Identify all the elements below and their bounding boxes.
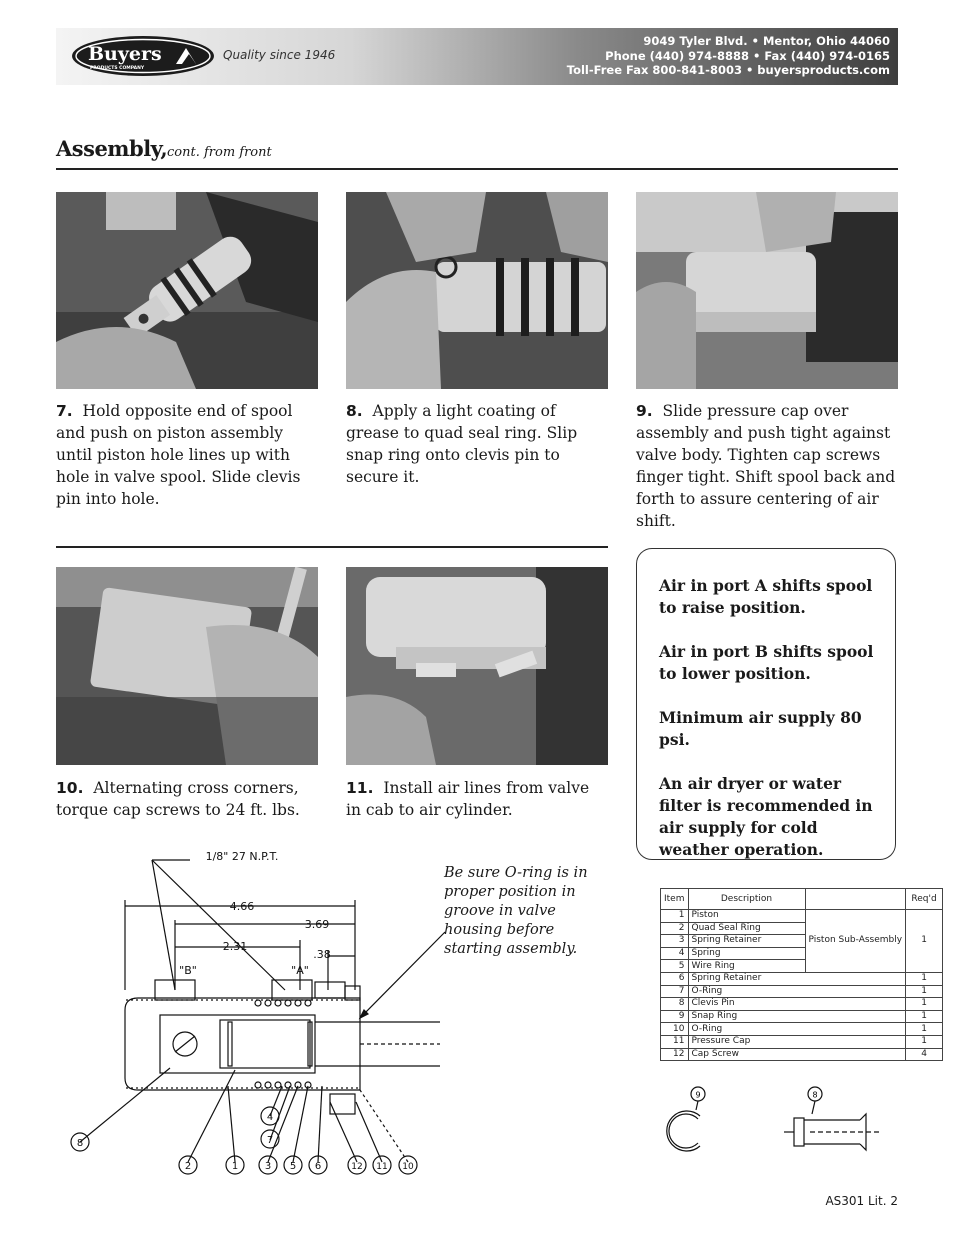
port-label: "A" [291, 964, 309, 977]
callout-number: 1 [231, 1161, 239, 1172]
callout-number: 9 [695, 1090, 701, 1100]
photo-step-10 [56, 567, 318, 765]
photo-step-9 [636, 192, 898, 389]
table-row: 12 Cap Screw 4 [661, 1048, 943, 1061]
table-row: 5 Wire Ring [661, 960, 943, 973]
callout-number: 12 [351, 1162, 363, 1172]
callout-number: 10 [402, 1162, 414, 1172]
dim-label: 4.66 [229, 900, 255, 913]
step-8-number: 8. [346, 402, 363, 420]
photo-step-11 [346, 567, 608, 765]
buyers-logo [70, 34, 216, 78]
table-row: 6 Spring Retainer 1 [661, 972, 943, 985]
callout-number: 5 [289, 1161, 297, 1172]
table-row: 10 O-Ring 1 [661, 1023, 943, 1036]
step-11-text: Install air lines from valve in cab to air cylinder. [346, 779, 590, 819]
info-min-supply: Minimum air supply 80 psi. [659, 708, 862, 749]
logo-wordmark: Buyers [88, 43, 162, 65]
dim-label: 2.31 [222, 940, 248, 953]
step-9-number: 9. [636, 402, 653, 420]
step-7 [56, 400, 318, 510]
middle-rule [56, 546, 608, 548]
step-7-number: 7. [56, 402, 73, 420]
header-banner [56, 28, 898, 85]
info-port-a: Air in port A shifts spool to raise position. [659, 576, 873, 617]
step-10 [56, 777, 318, 821]
section-subtitle: cont. from front [167, 145, 272, 160]
step-10-number: 10. [56, 779, 84, 797]
clevis-pin-drawing [780, 1084, 890, 1154]
tagline: Quality since 1946 [223, 48, 336, 62]
oring-note: Be sure O-ring is in proper position in groove in valve housing before starting assembly. [444, 865, 588, 957]
table-row: 11 Pressure Cap 1 [661, 1035, 943, 1048]
port-label: "B" [179, 964, 197, 977]
col-header-item: Item [661, 889, 689, 910]
callout-number: 4 [266, 1112, 274, 1123]
tollfree-line: Toll-Free Fax 800-841-8003 • buyersproducts.com [566, 63, 890, 77]
dim-label: 3.69 [304, 918, 330, 931]
footer-lit-code: AS301 Lit. 2 [825, 1194, 898, 1208]
title-rule [56, 168, 898, 170]
air-info-box [636, 548, 896, 860]
photo-step-8 [346, 192, 608, 389]
callout-number: 8 [812, 1090, 818, 1100]
dim-label: .38 [313, 948, 331, 961]
table-row: 4 Spring [661, 947, 943, 960]
col-header-reqd: Req'd [906, 889, 943, 910]
table-row: 3 Spring Retainer [661, 935, 943, 948]
thread-spec-label: 1/8" 27 N.P.T. [205, 850, 279, 863]
callout-number: 6 [314, 1161, 322, 1172]
group-qty: 1 [906, 910, 943, 973]
table-row: 2 Quad Seal Ring [661, 922, 943, 935]
step-9 [636, 400, 898, 532]
callout-number: 3 [264, 1161, 272, 1172]
col-header-description: Description [688, 889, 805, 910]
step-10-text: Alternating cross corners, torque cap screws to 24 ft. lbs. [56, 779, 300, 819]
step-8 [346, 400, 608, 488]
info-port-b: Air in port B shifts spool to lower position. [659, 642, 874, 683]
group-label: Piston Sub-Assembly [805, 910, 906, 973]
phone-line: Phone (440) 974-8888 • Fax (440) 974-0165 [605, 49, 890, 63]
table-row: 9 Snap Ring 1 [661, 1010, 943, 1023]
logo-subtitle: PRODUCTS COMPANY [90, 66, 145, 71]
step-7-text: Hold opposite end of spool and push on piston assembly until piston hole lines up with hole in valve spool. Slide clevis pin into hole. [56, 402, 301, 508]
info-air-dryer: An air dryer or water filter is recommended in air supply for cold weather operation. [659, 774, 873, 859]
callout-number: 2 [184, 1161, 192, 1172]
photo-step-7 [56, 192, 318, 389]
parts-table [660, 888, 943, 1061]
callout-number: 8 [76, 1138, 84, 1149]
table-row: 7 O-Ring 1 [661, 985, 943, 998]
callout-number: 11 [376, 1162, 388, 1172]
snap-ring-drawing [660, 1084, 720, 1154]
valve-cross-section-diagram [60, 840, 450, 1180]
table-row: 8 Clevis Pin 1 [661, 998, 943, 1011]
step-11 [346, 777, 608, 821]
step-8-text: Apply a light coating of grease to quad seal ring. Slip snap ring onto clevis pin to secure it. [346, 402, 578, 486]
table-row: 1 Piston Piston Sub-Assembly 1 [661, 910, 943, 923]
callout-number: 7 [266, 1135, 274, 1146]
step-9-text: Slide pressure cap over assembly and push tight against valve body. Tighten cap screws finger tight. Shift spool back and forth to assure centering of air shift. [636, 402, 896, 530]
section-title: Assembly, [56, 136, 168, 161]
address-line: 9049 Tyler Blvd. • Mentor, Ohio 44060 [643, 34, 890, 48]
step-11-number: 11. [346, 779, 374, 797]
